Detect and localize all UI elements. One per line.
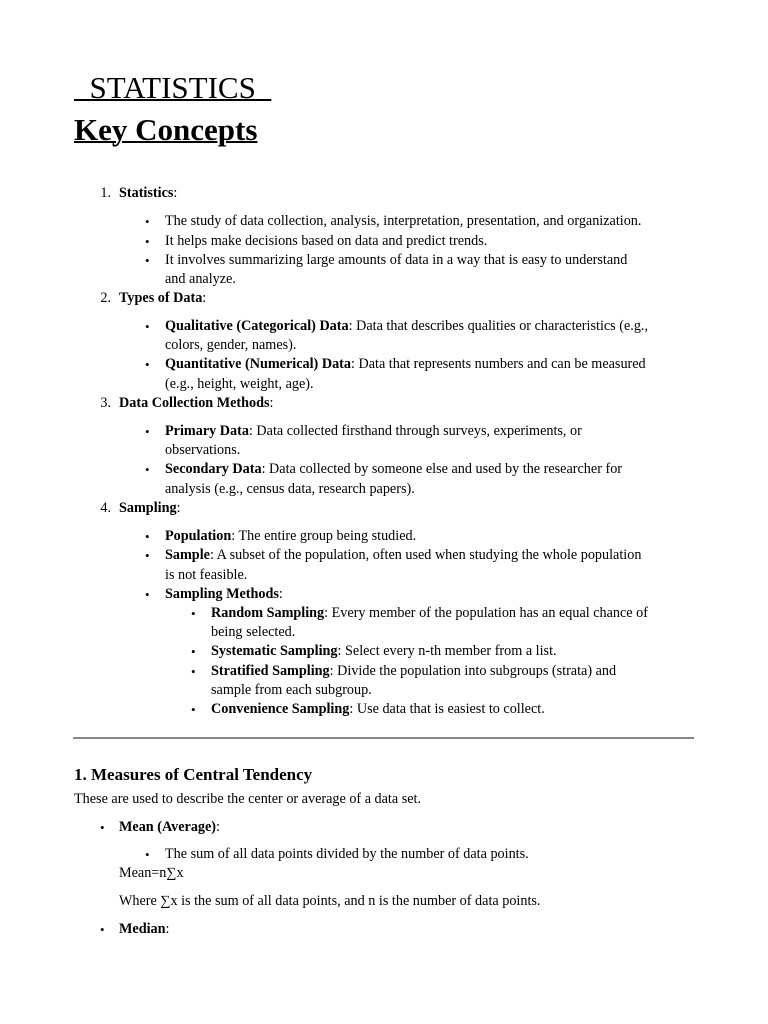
bullet: • — [145, 234, 150, 249]
bullet: • — [145, 847, 150, 862]
sub-list-item: Convenience Sampling: Use data that is easiest to collect. — [211, 701, 545, 717]
sub-list-item: Random Sampling: Every member of the population has an equal chance of — [211, 605, 648, 621]
mean-formula: Mean=n∑x — [119, 865, 184, 881]
bullet: • — [191, 644, 196, 659]
sub-list-item: Systematic Sampling: Select every n-th member from a list. — [211, 643, 557, 659]
bullet: • — [145, 214, 150, 229]
list-item-continuation: is not feasible. — [165, 567, 248, 583]
section-heading-data-collection: Data Collection Methods: — [119, 395, 274, 411]
bullet: • — [145, 319, 150, 334]
list-item-continuation: colors, gender, names). — [165, 337, 297, 353]
horizontal-divider — [73, 737, 694, 739]
list-item: Qualitative (Categorical) Data: Data that describes qualities or characteristics (e.g., — [165, 318, 649, 334]
bullet: • — [191, 606, 196, 621]
list-item-continuation: analysis (e.g., census data, research papers). — [165, 481, 415, 497]
bullet: • — [145, 357, 150, 372]
list-item: Secondary Data: Data collected by someone else and used by the researcher for — [165, 461, 623, 477]
section-number: 4. — [100, 500, 111, 516]
list-item: Sampling Methods: — [165, 586, 283, 602]
key-concepts-heading: Key Concepts — [74, 112, 258, 147]
mean-item: Mean (Average): — [119, 819, 220, 835]
list-item: Primary Data: Data collected firsthand through surveys, experiments, or — [165, 423, 582, 439]
sub-list-item-continuation: sample from each subgroup. — [211, 682, 372, 698]
bullet: • — [100, 922, 105, 937]
list-item-continuation: (e.g., height, weight, age). — [165, 376, 314, 392]
bullet: • — [145, 424, 150, 439]
list-item: Quantitative (Numerical) Data: Data that represents numbers and can be measured — [165, 356, 646, 372]
sub-list-item: Stratified Sampling: Divide the population into subgroups (strata) and — [211, 663, 617, 679]
bullet: • — [145, 253, 150, 268]
median-item: Median: — [119, 921, 170, 937]
bullet: • — [145, 548, 150, 563]
section-number: 1. — [100, 185, 111, 201]
bullet: • — [191, 664, 196, 679]
list-item-continuation: observations. — [165, 442, 241, 458]
section-heading-types-of-data: Types of Data: — [119, 290, 207, 306]
central-tendency-heading: 1. Measures of Central Tendency — [74, 765, 313, 784]
section-heading-sampling: Sampling: — [119, 500, 181, 516]
list-item: The study of data collection, analysis, interpretation, presentation, and organization. — [165, 213, 642, 229]
bullet: • — [100, 820, 105, 835]
bullet: • — [145, 587, 150, 602]
section-number: 3. — [100, 395, 111, 411]
sub-list-item-continuation: being selected. — [211, 624, 296, 640]
bullet: • — [145, 529, 150, 544]
mean-description: The sum of all data points divided by the number of data points. — [165, 846, 529, 862]
list-item: It helps make decisions based on data and predict trends. — [165, 233, 488, 249]
section-number: 2. — [100, 290, 111, 306]
document-title: STATISTICS — [74, 70, 272, 105]
list-item: Sample: A subset of the population, often used when studying the whole population — [165, 547, 642, 563]
bullet: • — [191, 702, 196, 717]
mean-formula-explanation: Where ∑x is the sum of all data points, and n is the number of data points. — [119, 893, 541, 909]
section-heading-statistics: Statistics: — [119, 185, 178, 201]
list-item: It involves summarizing large amounts of data in a way that is easy to understand — [165, 252, 628, 268]
bullet: • — [145, 462, 150, 477]
central-tendency-intro: These are used to describe the center or average of a data set. — [74, 791, 422, 807]
list-item-continuation: and analyze. — [165, 271, 236, 287]
list-item: Population: The entire group being studied. — [165, 528, 417, 544]
